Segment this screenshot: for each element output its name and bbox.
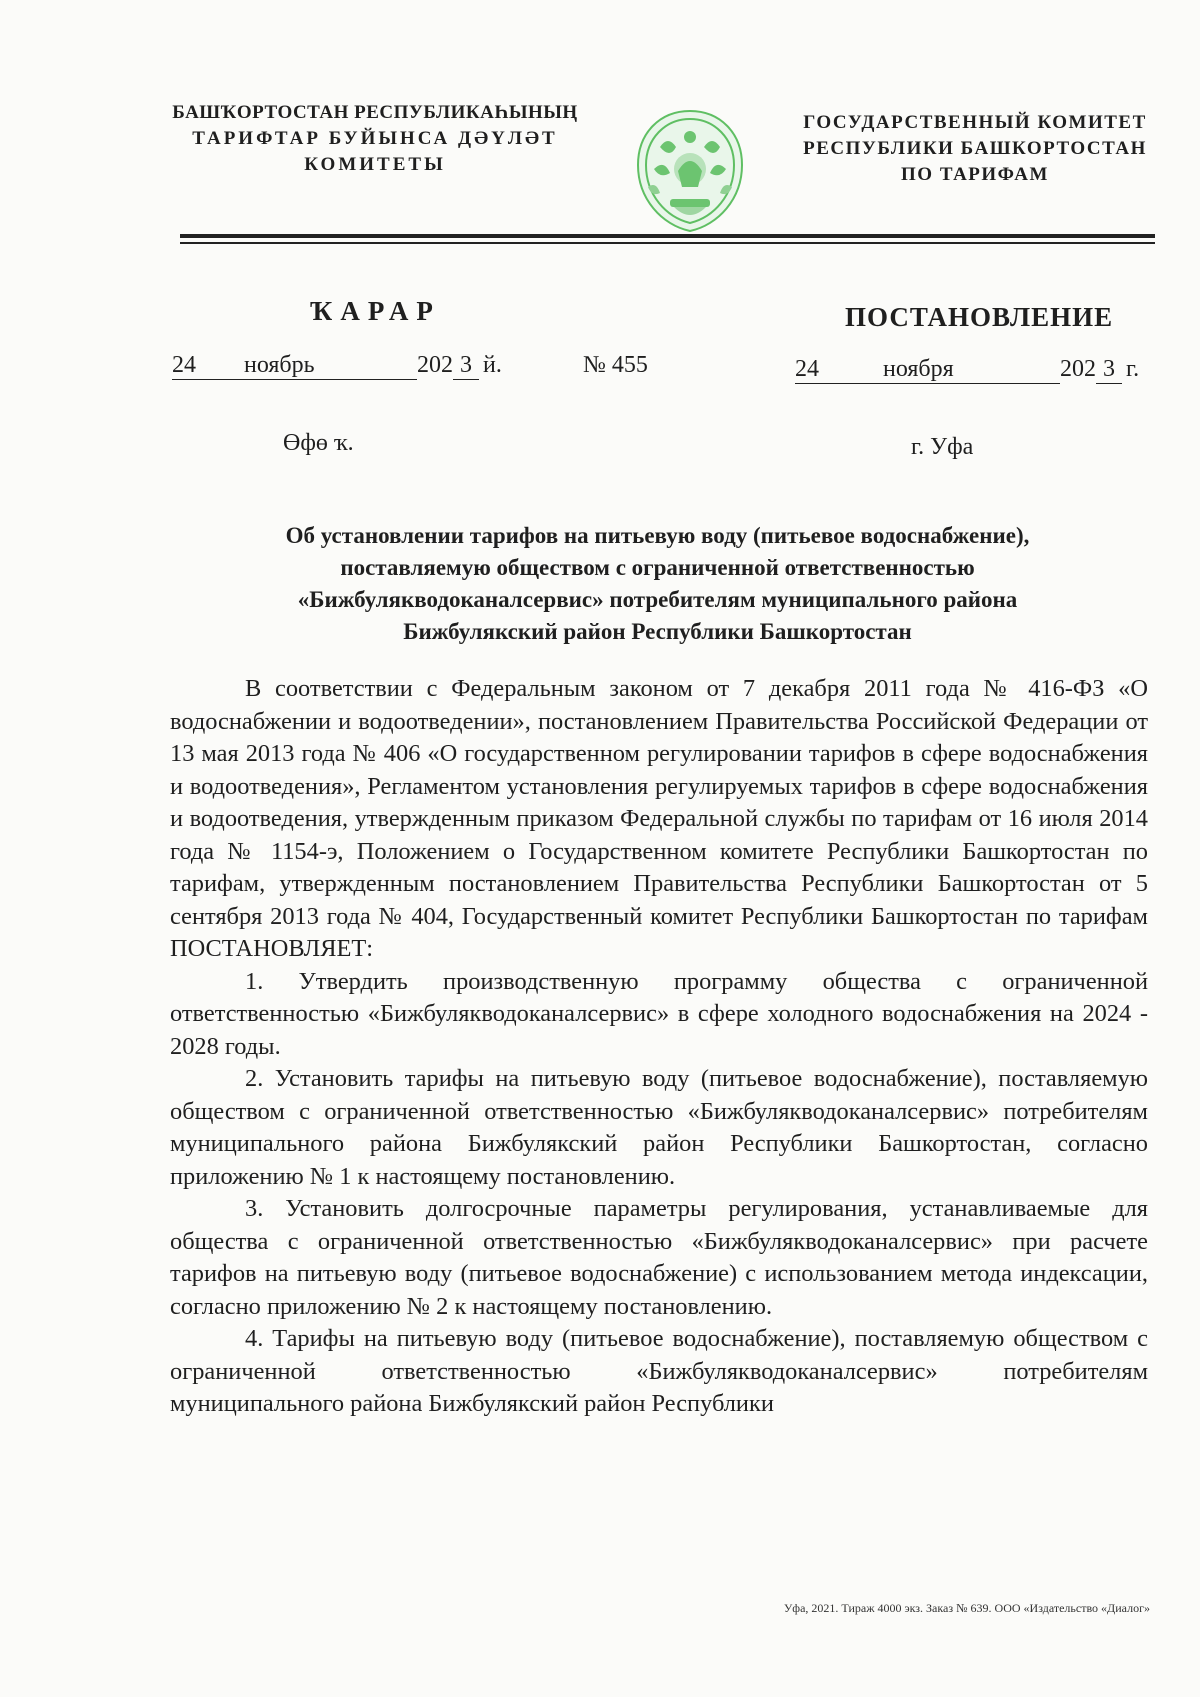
decree-number-label: № bbox=[583, 352, 606, 378]
date-right-year-suffix: г. bbox=[1126, 356, 1140, 382]
print-footer: Уфа, 2021. Тираж 4000 экз. Заказ № 639. ООО «Издательство «Диалог» bbox=[783, 1601, 1150, 1615]
decree-title-russian: ПОСТАНОВЛЕНИЕ bbox=[845, 302, 1114, 332]
decree-title-bashkir: ҠАРАР bbox=[310, 296, 441, 326]
paragraph-item-2: 2. Установить тарифы на питьевую воду (питьевое водоснабжение), поставляемую обществом с ограниченной ответственностью «Бижбулякводоканалсервис» потребителям муниципального района Бижбулякский район Республики Башкортостан, согласно приложению № 1 к настоящему постановлению. bbox=[170, 1065, 1148, 1190]
paragraph-preamble: В соответствии с Федеральным законом от 7 декабря 2011 года № 416-ФЗ «О водоснабжении и водоотведении», постановлением Правительства Российской Федерации от 13 мая 2013 года № 406 «О государственном регулировании тарифов в сфере водоснабжения и водоотведения», Регламентом установления регулируемых тарифов в сфере водоснабжения и водоотведения, утвержденным приказом Федеральной службы по тарифам от 16 июля 2014 года № 1154-э, Положением о Государственном комитете Республики Башкортостан по тарифам, утвержденным постановлением Правительства Республики Башкортостан от 5 сентября 2013 года № 404, Государственный комитет Республики Башкортостан по тарифам ПОСТАНОВЛЯЕТ: bbox=[170, 675, 1148, 962]
date-left-year-suffix: й. bbox=[483, 352, 502, 378]
title-line4: Бижбулякский район Республики Башкортостан bbox=[403, 619, 912, 644]
header-right-line2: РЕСПУБЛИКИ БАШКОРТОСТАН bbox=[803, 138, 1147, 159]
date-left-year-prefix: 202 bbox=[417, 352, 453, 378]
paragraph-item-4: 4. Тарифы на питьевую воду (питьевое водоснабжение), поставляемую обществом с ограниченной ответственностью «Бижбулякводоканалсервис» потребителям муниципального района Бижбулякский район Республики bbox=[170, 1325, 1148, 1417]
document-title bbox=[170, 520, 1145, 648]
title-line1: Об установлении тарифов на питьевую воду (питьевое водоснабжение), bbox=[285, 523, 1030, 548]
document-body bbox=[170, 673, 1148, 1421]
header-right-russian bbox=[790, 110, 1160, 188]
header-left-line2: ТАРИФТАР БУЙЫНСА ДӘҮЛӘТ bbox=[192, 128, 558, 149]
date-left-day-month bbox=[172, 352, 417, 380]
date-right bbox=[795, 356, 1139, 384]
coat-of-arms-icon bbox=[630, 107, 750, 235]
date-right-year-prefix: 202 bbox=[1060, 356, 1096, 382]
header-left-line1: БАШҠОРТОСТАН РЕСПУБЛИКАҺЫНЫҢ bbox=[172, 102, 578, 123]
paragraph-item-3: 3. Установить долгосрочные параметры регулирования, устанавливаемые для общества с ограниченной ответственностью «Бижбулякводоканалсервис» при расчете тарифов на питьевую воду (питьевое водоснабжение) с использованием метода индексации, согласно приложению № 2 к настоящему постановлению. bbox=[170, 1195, 1148, 1320]
paragraph-item-1: 1. Утвердить производственную программу общества с ограниченной ответственностью «Бижбулякводоканалсервис» в сфере холодного водоснабжения на 2024 - 2028 годы. bbox=[170, 967, 1148, 1060]
date-left-day: 24 bbox=[172, 352, 196, 378]
date-left-year-digit: 3 bbox=[453, 352, 479, 380]
date-right-month: ноября bbox=[883, 356, 954, 382]
header-left-line3: КОМИТЕТЫ bbox=[304, 154, 446, 175]
decree-number-value: 455 bbox=[611, 352, 648, 378]
header-left-bashkir bbox=[170, 100, 580, 178]
title-line2: поставляемую обществом с ограниченной ответственностью bbox=[340, 555, 975, 580]
header-right-line3: ПО ТАРИФАМ bbox=[901, 164, 1049, 185]
header-right-line1: ГОСУДАРСТВЕННЫЙ КОМИТЕТ bbox=[803, 112, 1147, 133]
city-bashkir: Өфө ҡ. bbox=[283, 430, 354, 456]
date-right-day: 24 bbox=[795, 356, 819, 382]
date-left-month: ноябрь bbox=[244, 352, 315, 378]
header-rule-thick bbox=[180, 234, 1155, 238]
date-left bbox=[172, 352, 502, 380]
decree-number bbox=[583, 352, 648, 379]
title-line3: «Бижбулякводоканалсервис» потребителям муниципального района bbox=[297, 587, 1018, 612]
city-russian: г. Уфа bbox=[911, 434, 974, 460]
date-right-day-month bbox=[795, 356, 1060, 384]
date-right-year-digit: 3 bbox=[1096, 356, 1122, 384]
header-rule-thin bbox=[180, 242, 1155, 244]
